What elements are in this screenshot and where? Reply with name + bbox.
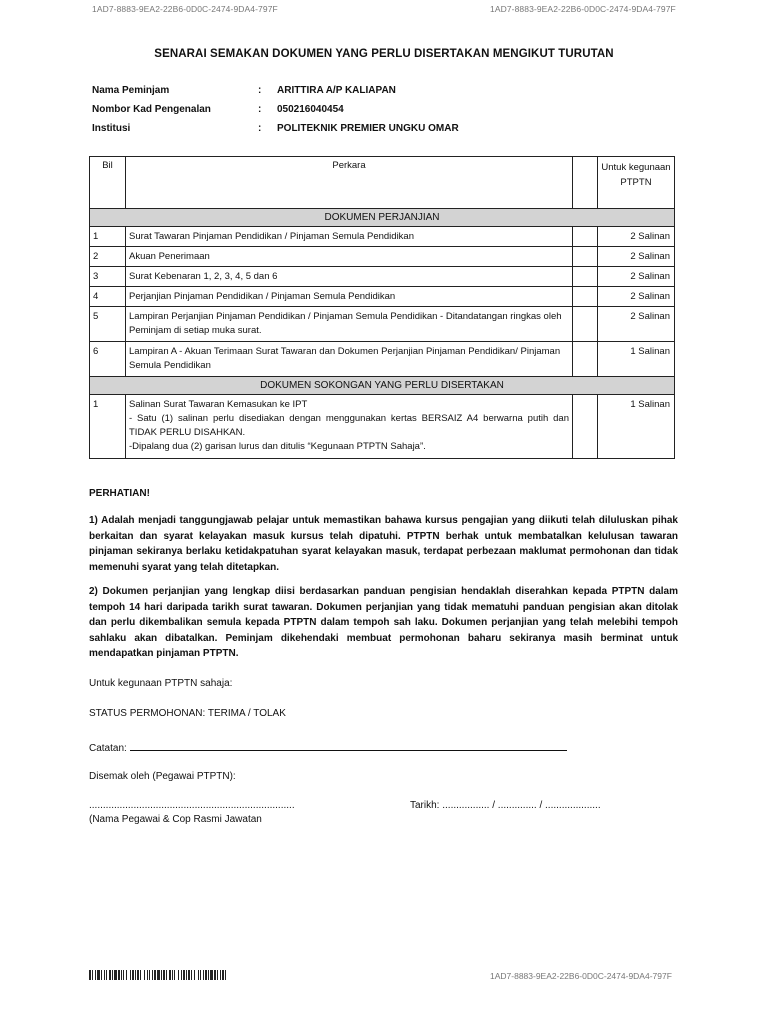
row-number: 4 <box>90 287 126 307</box>
info-row-ic <box>92 102 592 121</box>
row-item-line: Salinan Surat Tawaran Kemasukan ke IPT <box>129 399 308 410</box>
row-item <box>126 395 573 459</box>
tarikh-field: Tarikh: ................. / .............. / .................... <box>410 800 601 811</box>
info-colon: : <box>258 104 262 115</box>
info-label: Institusi <box>92 123 131 134</box>
office-use-label: Untuk kegunaan PTPTN sahaja: <box>89 678 233 689</box>
document-title: SENARAI SEMAKAN DOKUMEN YANG PERLU DISERTAKAN MENGIKUT TURUTAN <box>154 48 614 60</box>
section-row-perjanjian <box>90 209 675 227</box>
row-number: 2 <box>90 247 126 267</box>
section-title: DOKUMEN SOKONGAN YANG PERLU DISERTAKAN <box>90 377 675 395</box>
row-number: 1 <box>90 227 126 247</box>
row-number: 3 <box>90 267 126 287</box>
row-copies: 2 Salinan <box>598 247 675 267</box>
perhatian-heading: PERHATIAN! <box>89 488 150 499</box>
table-row <box>90 395 675 459</box>
table-row <box>90 227 675 247</box>
row-item-line: -Dipalang dua (2) garisan lurus dan ditulis “Kegunaan PTPTN Sahaja”. <box>129 441 426 452</box>
row-item: Surat Tawaran Pinjaman Pendidikan / Pinjaman Semula Pendidikan <box>126 227 573 247</box>
table-row <box>90 247 675 267</box>
header-bil: Bil <box>90 157 126 209</box>
row-checkbox-cell[interactable] <box>573 227 598 247</box>
row-item: Lampiran Perjanjian Pinjaman Pendidikan / Pinjaman Semula Pendidikan - Ditandatangan ringkas oleh Peminjam di setiap muka surat. <box>126 307 573 342</box>
row-checkbox-cell[interactable] <box>573 342 598 377</box>
header-perkara: Perkara <box>126 157 573 209</box>
catatan-line[interactable] <box>130 741 567 751</box>
table-row <box>90 342 675 377</box>
catatan-label: Catatan: <box>89 743 127 754</box>
section-title: DOKUMEN PERJANJIAN <box>90 209 675 227</box>
barcode-image <box>89 970 317 980</box>
row-copies: 2 Salinan <box>598 227 675 247</box>
notice-paragraph-1: 1) Adalah menjadi tanggungjawab pelajar untuk memastikan bahawa kursus pengajian yang diikuti telah diluluskan pihak berkaitan dan syarat kelayakan masuk kursus telah dipatuhi. PTPTN berhak untuk membatalkan kelulusan tawaran pinjaman sekiranya berlaku ketidakpatuhan syarat kelayakan masuk, terdapat perbezaan maklumat permohonan dan tidak memenuhi syarat yang telah ditetapkan. <box>89 515 678 573</box>
row-copies: 1 Salinan <box>598 395 675 459</box>
row-number: 1 <box>90 395 126 459</box>
header-doc-code-right: 1AD7-8883-9EA2-22B6-0D0C-2474-9DA4-797F <box>490 4 676 14</box>
row-item: Surat Kebenaran 1, 2, 3, 4, 5 dan 6 <box>126 267 573 287</box>
row-checkbox-cell[interactable] <box>573 247 598 267</box>
row-copies: 2 Salinan <box>598 307 675 342</box>
row-number: 5 <box>90 307 126 342</box>
table-row <box>90 287 675 307</box>
info-row-institution <box>92 121 592 140</box>
header-tick-column <box>573 157 598 209</box>
table-row <box>90 307 675 342</box>
table-header-row <box>90 157 675 209</box>
catatan-field <box>89 741 567 754</box>
row-item-line: - Satu (1) salinan perlu disediakan dengan menggunakan kertas BERSAIZ A4 berwarna putih dan TIDAK PERLU DISAHKAN. <box>129 413 569 438</box>
row-copies: 2 Salinan <box>598 267 675 287</box>
row-copies: 1 Salinan <box>598 342 675 377</box>
header-doc-code-left: 1AD7-8883-9EA2-22B6-0D0C-2474-9DA4-797F <box>92 4 278 14</box>
row-item: Akuan Penerimaan <box>126 247 573 267</box>
header-ptptn-use: Untuk kegunaan PTPTN <box>598 157 675 209</box>
notice-section <box>89 513 678 575</box>
footer-doc-code: 1AD7-8883-9EA2-22B6-0D0C-2474-9DA4-797F <box>490 971 672 981</box>
info-label: Nombor Kad Pengenalan <box>92 104 211 115</box>
officer-signature-line: .......................................................................... <box>89 800 295 811</box>
section-row-sokongan <box>90 377 675 395</box>
info-label: Nama Peminjam <box>92 85 170 96</box>
borrower-name: ARITTIRA A/P KALIAPAN <box>277 85 396 96</box>
application-status: STATUS PERMOHONAN: TERIMA / TOLAK <box>89 708 286 719</box>
table-row <box>90 267 675 287</box>
row-checkbox-cell[interactable] <box>573 307 598 342</box>
ic-number: 050216040454 <box>277 104 344 115</box>
row-number: 6 <box>90 342 126 377</box>
notice-paragraph-2: 2) Dokumen perjanjian yang lengkap diisi berdasarkan panduan pengisian hendaklah diserahkan kepada PTPTN dalam tempoh 14 hari daripada tarikh surat tawaran. Dokumen perjanjian yang tidak mematuhi panduan pengisian akan ditolak dan perlu dikembalikan semula kepada PTPTN dalam tempoh sah laku. Dokumen perjanjian yang telah melebihi tempoh sahlaku akan dibatalkan. Peminjam dikehendaki membuat permohonan baharu sekiranya masih berminat untuk mendapatkan pinjaman PTPTN. <box>89 586 678 659</box>
checklist-table <box>89 156 675 459</box>
officer-name-stamp-label: (Nama Pegawai & Cop Rasmi Jawatan <box>89 814 262 825</box>
row-checkbox-cell[interactable] <box>573 395 598 459</box>
row-item: Perjanjian Pinjaman Pendidikan / Pinjaman Semula Pendidikan <box>126 287 573 307</box>
row-copies: 2 Salinan <box>598 287 675 307</box>
institution-name: POLITEKNIK PREMIER UNGKU OMAR <box>277 123 459 134</box>
row-item: Lampiran A - Akuan Terimaan Surat Tawaran dan Dokumen Perjanjian Pinjaman Pendidikan/ Pinjaman Semula Pendidikan <box>126 342 573 377</box>
row-checkbox-cell[interactable] <box>573 267 598 287</box>
notice-section <box>89 584 678 662</box>
row-checkbox-cell[interactable] <box>573 287 598 307</box>
info-colon: : <box>258 123 262 134</box>
borrower-info <box>92 83 592 140</box>
info-colon: : <box>258 85 262 96</box>
info-row-name <box>92 83 592 102</box>
disemak-label: Disemak oleh (Pegawai PTPTN): <box>89 771 236 782</box>
